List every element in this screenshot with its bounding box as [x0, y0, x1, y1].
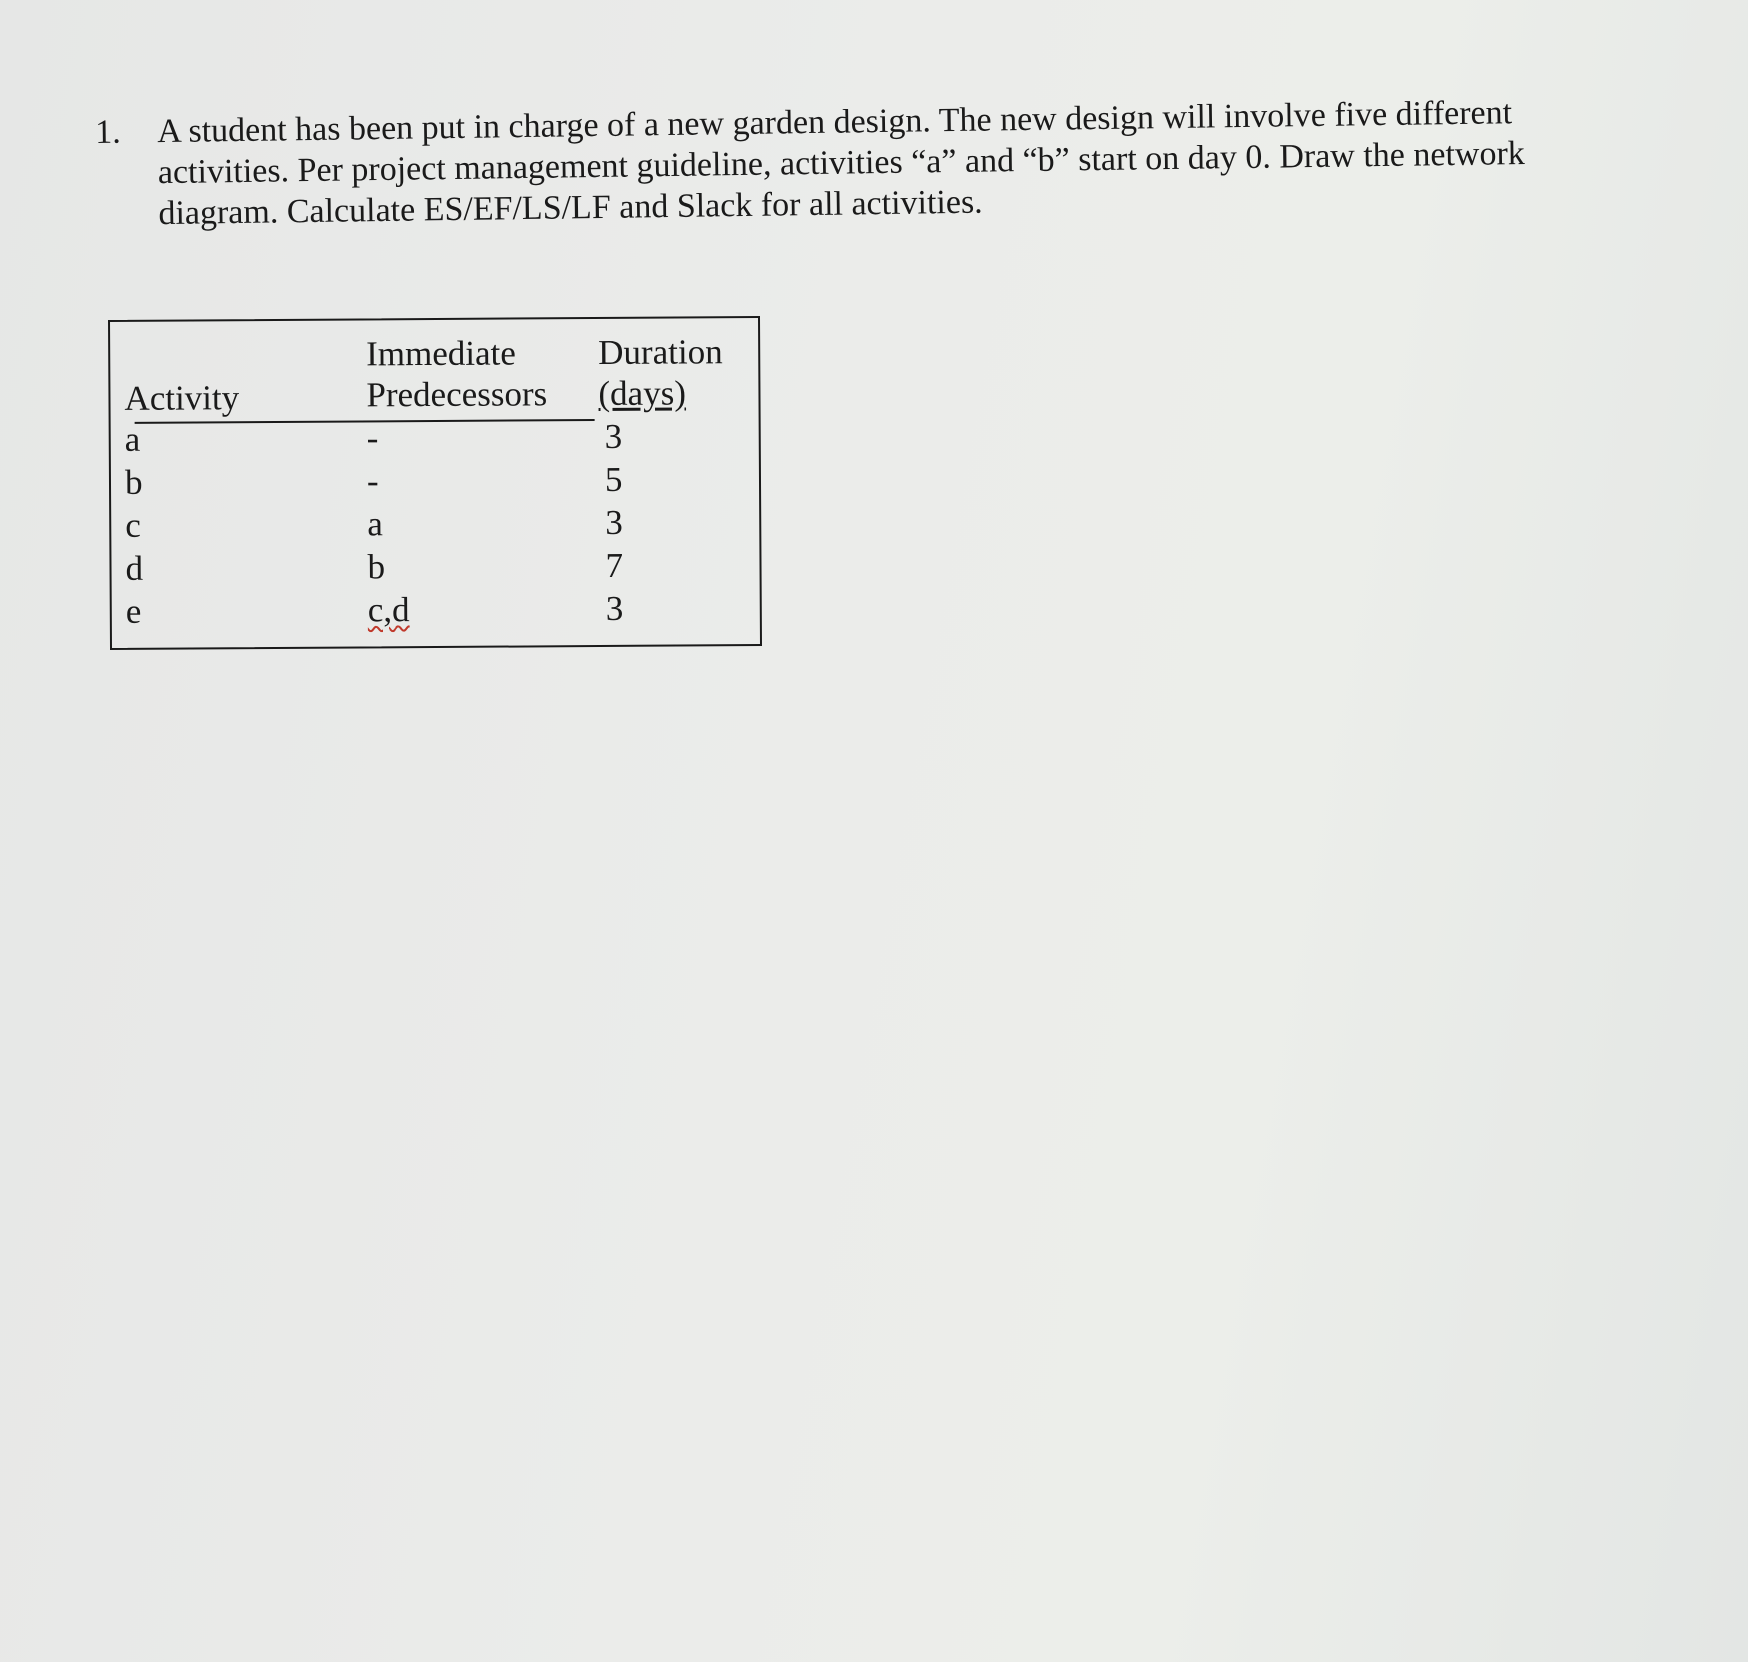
- activity-table: [108, 316, 762, 650]
- table-row-e-activity: e: [125, 591, 142, 631]
- table-row-e-duration: 3: [605, 588, 624, 628]
- header-rule: [135, 419, 595, 424]
- question-block: [95, 91, 1605, 233]
- table-row-b-predecessors: -: [366, 461, 379, 501]
- question-line-3: diagram. Calculate ES/EF/LS/LF and Slack for all activities.: [158, 183, 983, 233]
- table-row-d-activity: d: [125, 548, 144, 588]
- table-row-e-predecessors: c,d: [367, 590, 410, 630]
- header-activity: Activity: [124, 378, 240, 418]
- header-predecessors-line2: Predecessors: [366, 374, 548, 415]
- question-text: [157, 91, 1599, 234]
- question-line-1: A student has been put in charge of a new garden design. The new design will involve five different: [157, 94, 1513, 151]
- header-duration-line1: Duration: [598, 332, 723, 373]
- table-row-c-activity: c: [125, 505, 141, 545]
- table-row-d-duration: 7: [605, 545, 624, 585]
- table-row-a-predecessors: -: [366, 418, 379, 458]
- question-line-2: activities. Per project management guideline, activities “a” and “b” start on day 0. Draw the network: [157, 135, 1526, 192]
- table-row-c-duration: 3: [605, 502, 623, 542]
- question-number: 1.: [95, 113, 122, 151]
- table-row-a-duration: 3: [604, 416, 623, 456]
- header-duration-line2: (days): [598, 373, 687, 414]
- table-row-c-predecessors: a: [367, 504, 383, 544]
- table-row-b-activity: b: [124, 462, 143, 502]
- header-predecessors-line1: Immediate: [366, 333, 516, 374]
- table-row-d-predecessors: b: [367, 547, 386, 587]
- table-row-b-duration: 5: [604, 459, 623, 499]
- table-row-a-activity: a: [124, 419, 141, 459]
